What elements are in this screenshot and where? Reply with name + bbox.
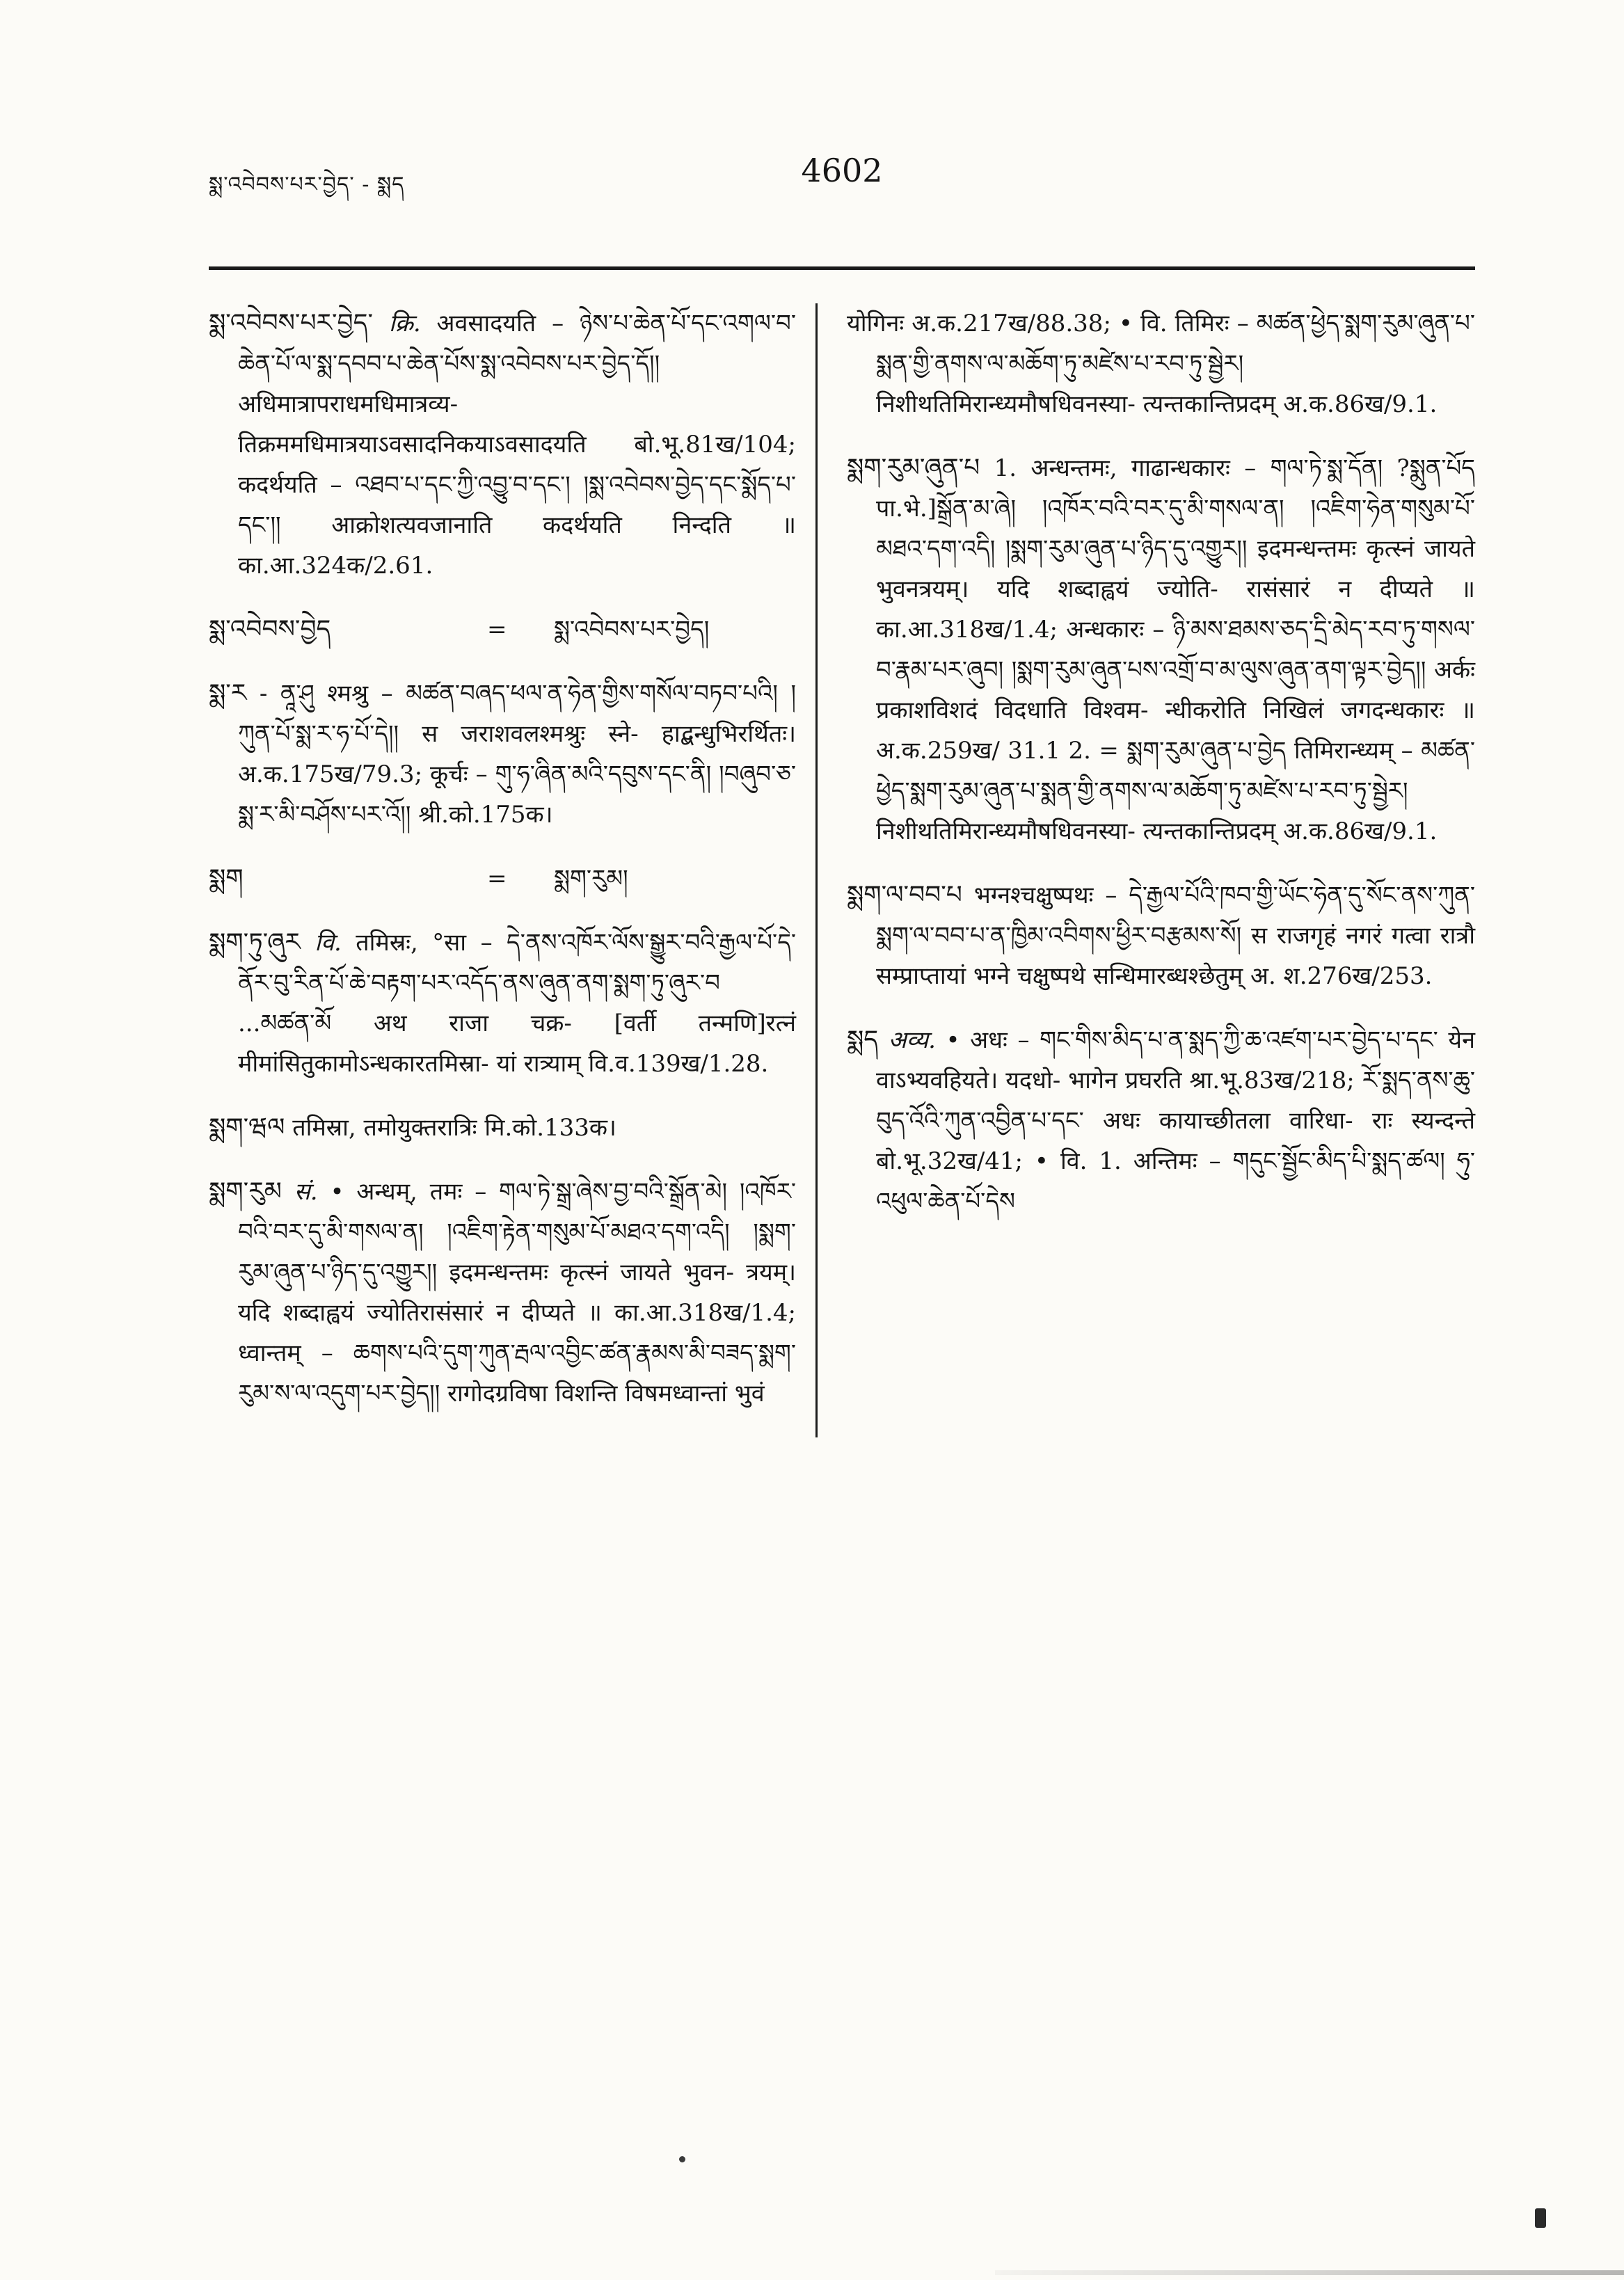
scan-smudge bbox=[995, 2270, 1624, 2275]
dictionary-entry bbox=[847, 1020, 1475, 1222]
entry-body: 1. अन्धन्तमः, गाढान्धकारः – གལ་ཏེ་སྨ་དོན། ?སྨུན་པོད पा.भे.]སྒྲོན་མ་ཞེ། །འཁོར་བའི་བར་དུ་མི་གསལ་ན། །འཇིག་ཧེན་གསུམ་པོ་མཐའ་དག་འདི། །སྨག་རུམ་ཞུན་པ་ཉིད་དུ་འགྱུར།། इदमन्धन्तमः कृत्स्नं जायते भुवनत्रयम्। यदि शब्दाह्वयं ज्योति- रासंसारं न दीप्यते ॥ का.आ.318ख/1.4; अन्धकारः – ཉི་མས་ཐམས་ཅད་དྲི་མེད་རབ་ཏུ་གསལ་བ་རྣམ་པར་ཞུབ། །སྨག་རུམ་ཞུན་པས་འགྲོ་བ་མ་ལུས་ཞུན་ནག་ལྟར་བྱེད།། अर्कः प्रकाशविशदं विदधाति विश्वम- न्धीकरोति निखिलं जगदन्धकारः ॥ अ.क.259ख/ 31.1 2. = སྨག་རུམ་ཞུན་པ་བྱེད तिमिरान्ध्यम् – མཚན་ཕྱེད་སྨག་རུམ་ཞུན་པ་སྨན་གྱི་ནགས་ལ་མཆོག་ཏུ་མཛེས་པ་རབ་ཏུ་སྦྱེར། निशीथतिमिरान्ध्यमौषधिवनस्या- त्यन्तकान्तिप्रदम् अ.क.86ख/9.1. bbox=[876, 454, 1475, 845]
entry-body: • अधः – གང་གིས་མིད་པ་ན་སྨད་ཀྱི་ཆ་འཛག་པར་བྱེད་པ་དང་ येन वाऽभ्यवहियते। यदधो- भागेन प्रघरति श्रा.भू.83ख/218; རོ་སྨད་ནས་ཆུ་བུད་འོའི་ཀུན་འབྱིན་པ་དང་ अधः कायाच्छीतला वारिधा- राः स्यन्दन्ते बो.भू.32ख/41; • वि. 1. अन्तिमः – གདུང་སྦྱོང་མིད་པི་སྨད་ཚལ། ཧུ་འཕུལ་ཆེན་པོ་དེས bbox=[876, 1026, 1476, 1215]
entry-pos-label: क्रि. bbox=[388, 310, 421, 337]
dictionary-entry bbox=[209, 1172, 796, 1414]
entry-body: སྨག་རུམ། bbox=[554, 865, 628, 893]
entry-body: तमिस्रा, तमोयुक्तरात्रिः मि.को.133क। bbox=[292, 1114, 616, 1142]
scan-edge-mark bbox=[1535, 2208, 1546, 2228]
page-number: 4602 bbox=[801, 152, 883, 189]
entry-headword: སྨ་ར bbox=[209, 679, 247, 708]
entry-headword: སྨག་ལ་བབ་པ bbox=[847, 881, 962, 909]
dictionary-entry bbox=[209, 923, 796, 1084]
equals-sign: = bbox=[487, 865, 507, 893]
entry-headword: སྨག་ཏུ་ཞུར bbox=[209, 928, 301, 957]
entry-headword: སྨག་རུམ bbox=[209, 1177, 282, 1206]
left-column bbox=[209, 303, 815, 1437]
dictionary-entry bbox=[209, 609, 796, 650]
dictionary-entry bbox=[209, 1108, 796, 1148]
entry-body: योगिनः अ.क.217ख/88.38; • वि. तिमिरः – མཚན་ཕྱེད་སྨག་རུམ་ཞུན་པ་སྨན་གྱི་ནགས་ལ་མཆོག་ཏུ་མཛེས་པ་རབ་ཏུ་སྦྱེར། निशीथतिमिरान्ध्यमौषधिवनस्या- त्यन्तकान्तिप्रदम् अ.क.86ख/9.1. bbox=[847, 310, 1475, 418]
dictionary-entry bbox=[847, 875, 1475, 996]
entry-headword: སྨད bbox=[847, 1026, 879, 1054]
entry-pos-label: सं. bbox=[294, 1178, 318, 1206]
header-rule bbox=[209, 266, 1475, 270]
dictionary-entry bbox=[209, 673, 796, 835]
text-columns bbox=[209, 303, 1475, 1437]
entry-pos-label: वि. bbox=[315, 929, 342, 957]
entry-body: तमिस्रः, °सा – དེ་ནས་འཁོར་ལོས་སྒྱུར་བའི་རྒྱལ་པོ་དེ་ནོར་བུ་རིན་པོ་ཆེ་བརྟག་པར་འདོད་ནས་ཞུན་ནག་སྨག་ཏུ་ཞུར་བ ...མཚན་མོ अथ राजा चक्र- [वर्ती तन्मणि]रत्नं मीमांसितुकामोऽन्धकारतमिस्रा- यां रात्र्याम् वि.व.139ख/1.28. bbox=[238, 929, 797, 1078]
entry-continuation bbox=[847, 303, 1475, 424]
running-head: སྨ་འབེབས་པར་བྱེད་ - སྨད bbox=[209, 173, 405, 197]
page-header bbox=[209, 152, 1475, 200]
entry-headword: སྨ་འབེབས་པར་བྱེད་ bbox=[209, 309, 374, 337]
entry-body: अवसादयति – ཉེས་པ་ཆེན་པོ་དང་འགལ་བ་ཆེན་པོ་ལ་སྨ་དབབ་པ་ཆེན་པོས་སྨ་འབེབས་པར་བྱེད་དོ།། अधिमात्रापराधमधिमात्रव्य- तिक्रममधिमात्रयाऽवसादनिकयाऽवसादयति बो.भू.81ख/104; कदर्थयति – འཐབ་པ་དང་ཀྱི་འབྱུ་བ་དང་། །སྨ་འབེབས་བྱེད་དང་སྨོད་པ་དང་།། आक्रोशत्यवजानाति कदर्थयति निन्दति ॥ का.आ.324क/2.61. bbox=[238, 310, 796, 580]
entry-headword: སྨག་རུམ་ཞུན་པ bbox=[847, 454, 980, 482]
entry-body: - ནཱ་ཤུ श्मश्रु – མཚན་བཞད་ཕལ་ན་ཧེན་གྱིས་གསོལ་བཏབ་པའི། །ཀུན་པོ་སྨ་ར་ཧ་པོ་དེ།། स जराशवलश्मश्रुः स्ने- हाद्बन्धुभिरर्थितः। अ.क.175ख/79.3; कूर्चः – གུ་ཧ་ཞིན་མའི་དབུས་དང་ནི། །བཞུབ་ཅ་སྨ་ར་མི་བཤོས་པར་འོ།། श्री.को.175क। bbox=[238, 680, 796, 829]
dictionary-entry bbox=[847, 448, 1475, 852]
entry-body: भग्नश्चक्षुष्पथः – དེ་རྒྱལ་པོའི་ཁབ་གྱི་ཡོང་ཧེན་དུ་སོང་ནས་ཀུན་སྨག་ལ་བབ་པ་ན་ཁྱིམ་འབིགས་ཕྱིར་བརྩམས་སོ། स राजगृहं नगरं गत्वा रात्रौ सम्प्राप्तायां भग्ने चक्षुष्पथे सन्धिमारब्धश्छेतुम् अ. श.276ख/253. bbox=[876, 882, 1475, 990]
equals-sign: = bbox=[487, 616, 507, 644]
entry-headword: སྨག bbox=[209, 864, 244, 893]
entry-pos-label: अव्य. bbox=[888, 1026, 936, 1054]
dictionary-entry bbox=[209, 303, 796, 586]
entry-headword: སྨག་ཝལ bbox=[209, 1113, 285, 1142]
entry-headword: སྨ་འབེབས་བྱེད bbox=[209, 615, 331, 644]
entry-body: • अन्धम्, तमः – གལ་ཏེ་སྒྲ་ཞེས་བྱ་བའི་སྒྲོན་མེ། །འཁོར་བའི་བར་དུ་མི་གསལ་ན། །འཇིག་རྟེན་གསུམ་པོ་མཐའ་དག་འདི། །སྨག་རུམ་ཞུན་པ་ཉིད་དུ་འགྱུར།། इदमन्धन्तमः कृत्स्नं जायते भुवन- त्रयम्। यदि शब्दाह्वयं ज्योतिरासंसारं न दीप्यते ॥ का.आ.318ख/1.4; ध्वान्तम् – ཆགས་པའི་དུག་ཀུན་རྦལ་འབྱིང་ཚན་རྣམས་མི་བཟད་སྨག་རུམ་ས་ལ་འདུག་པར་བྱེད།། रागोदग्रविषा विशन्ति विषमध्वान्तां भुवं bbox=[238, 1178, 797, 1408]
dictionary-entry bbox=[209, 859, 796, 899]
right-column bbox=[815, 303, 1475, 1437]
scan-speck bbox=[679, 2156, 685, 2162]
entry-body: སྨ་འབེབས་པར་བྱེད། bbox=[554, 616, 710, 644]
